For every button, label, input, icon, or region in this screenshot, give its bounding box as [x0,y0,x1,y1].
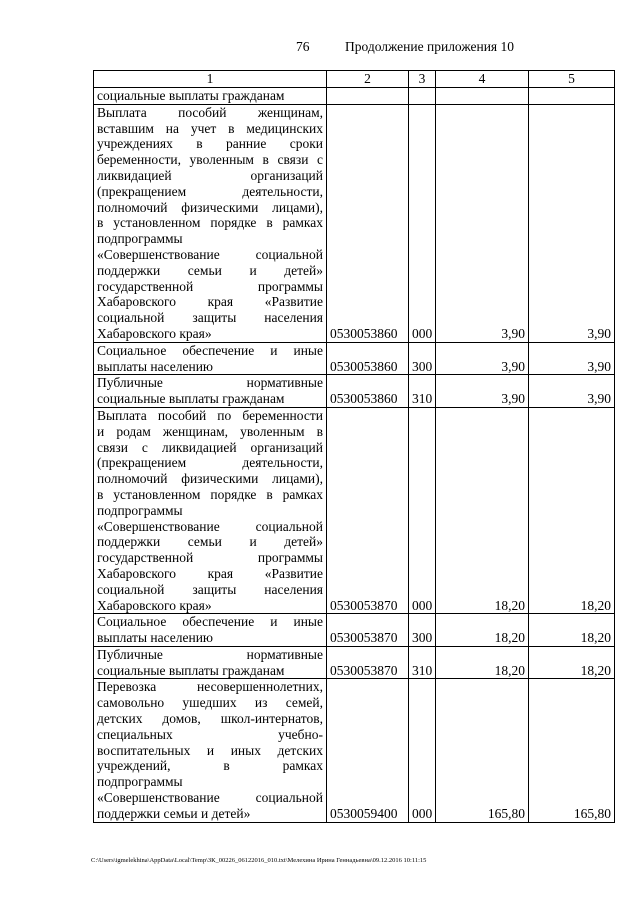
expense-name-line: социальной защиты населения [97,310,323,326]
expense-name-line: полномочий физическими лицами), [97,199,323,215]
amount-year-1: 165,80 [436,679,529,822]
table-row [94,88,615,105]
expense-name-line: «Совершенствование социальной [97,246,323,262]
expense-name-cell [94,342,327,375]
expense-name-line: подпрограммы [97,502,183,518]
expense-name-line: (прекращением деятельности, [97,455,323,471]
budget-table [93,70,615,823]
expense-type-code: 310 [409,375,436,408]
table-row [94,679,615,822]
expense-name-line: подпрограммы [97,231,183,247]
expense-name-line: Публичные нормативные [97,646,323,662]
expense-name-line: ликвидацией организаций [97,167,323,183]
target-article-code: 0530059400 [327,679,409,822]
amount-year-2: 18,20 [529,646,615,679]
expense-name-cell [94,646,327,679]
expense-name-line: специальных учебно- [97,726,323,742]
expense-type-code: 310 [409,646,436,679]
expense-name-line: социальные выплаты гражданам [97,662,285,678]
expense-name-line: государственной программы [97,550,323,566]
expense-name-line: связи с ликвидацией организаций [97,439,323,455]
expense-name-line: Хабаровского края «Развитие [97,294,323,310]
amount-year-1: 18,20 [436,646,529,679]
expense-name-line: государственной программы [97,278,323,294]
expense-name-line: самовольно ушедших из семей, [97,695,323,711]
table-row [94,375,615,408]
expense-name-line: Перевозка несовершеннолетних, [97,679,323,695]
expense-name-line: учреждениях в ранние сроки [97,136,323,152]
amount-year-1: 18,20 [436,407,529,613]
expense-name-cell [94,88,327,105]
expense-name-line: социальные выплаты гражданам [97,391,285,407]
expense-name-line: поддержки семьи и детей» [97,262,323,278]
target-article-code: 0530053860 [327,104,409,342]
expense-type-code [409,88,436,105]
amount-year-2: 18,20 [529,614,615,647]
expense-name-line: Выплата пособий женщинам, [97,104,323,120]
target-article-code [327,88,409,105]
amount-year-1 [436,88,529,105]
target-article-code: 0530053870 [327,646,409,679]
expense-name-line: поддержки семьи и детей» [97,805,251,821]
page-number: 76 [296,39,310,54]
column-number-1: 1 [94,71,327,88]
amount-year-2: 3,90 [529,104,615,342]
column-number-2: 2 [327,71,409,88]
target-article-code: 0530053860 [327,342,409,375]
amount-year-2: 165,80 [529,679,615,822]
table-row [94,407,615,613]
expense-name-line: Хабаровского края «Развитие [97,565,323,581]
expense-name-line: «Совершенствование социальной [97,518,323,534]
file-path-footer: C:\Users\igmelekhina\AppData\Local\Temp\ЗК_00226_06122016_010.txt\Мелехина Ирина Геннадьевна\09.12.2016 10:11:15 [91,857,427,864]
amount-year-1: 3,90 [436,342,529,375]
expense-name-line: Публичные нормативные [97,375,323,391]
expense-type-code: 000 [409,104,436,342]
table-row [94,646,615,679]
expense-type-code: 000 [409,679,436,822]
column-number-3: 3 [409,71,436,88]
amount-year-2 [529,88,615,105]
appendix-caption: Продолжение приложения 10 [345,39,515,54]
expense-name-cell [94,407,327,613]
expense-name-line: беременности, уволенным в связи с [97,152,323,168]
target-article-code: 0530053870 [327,614,409,647]
expense-name-cell [94,104,327,342]
expense-name-line: Выплата пособий по беременности [97,407,323,423]
expense-name-line: (прекращением деятельности, [97,183,323,199]
expense-name-line: подпрограммы [97,774,183,790]
expense-name-line: и родам женщинам, уволенным в [97,423,323,439]
expense-name-line: детских домов, школ-интернатов, [97,711,323,727]
expense-name-line: выплаты населению [97,358,214,374]
column-number-4: 4 [436,71,529,88]
column-number-5: 5 [529,71,615,88]
expense-name-line: воспитательных и иных детских [97,742,323,758]
expense-name-line: выплаты населению [97,630,214,646]
expense-name-line: поддержки семьи и детей» [97,534,323,550]
table-row [94,342,615,375]
expense-name-line: учреждений, в рамках [97,758,323,774]
amount-year-1: 18,20 [436,614,529,647]
expense-name-cell [94,375,327,408]
expense-name-line: вставшим на учет в медицинских [97,120,323,136]
expense-name-line: полномочий физическими лицами), [97,471,323,487]
expense-name-line: социальные выплаты гражданам [97,88,285,103]
expense-type-code: 300 [409,614,436,647]
expense-name-line: «Совершенствование социальной [97,790,323,806]
table-row [94,614,615,647]
target-article-code: 0530053870 [327,407,409,613]
expense-type-code: 300 [409,342,436,375]
column-number-row [94,71,615,88]
expense-name-line: Социальное обеспечение и иные [97,342,323,358]
expense-type-code: 000 [409,407,436,613]
amount-year-2: 3,90 [529,342,615,375]
expense-name-line: социальной защиты населения [97,581,323,597]
expense-name-line: Хабаровского края» [97,597,212,613]
amount-year-1: 3,90 [436,104,529,342]
expense-name-line: Социальное обеспечение и иные [97,614,323,630]
amount-year-2: 3,90 [529,375,615,408]
expense-name-cell [94,614,327,647]
expense-name-line: в установленном порядке в рамках [97,215,323,231]
amount-year-1: 3,90 [436,375,529,408]
target-article-code: 0530053860 [327,375,409,408]
expense-name-line: в установленном порядке в рамках [97,486,323,502]
expense-name-line: Хабаровского края» [97,325,212,341]
expense-name-cell [94,679,327,822]
table-row [94,104,615,342]
amount-year-2: 18,20 [529,407,615,613]
